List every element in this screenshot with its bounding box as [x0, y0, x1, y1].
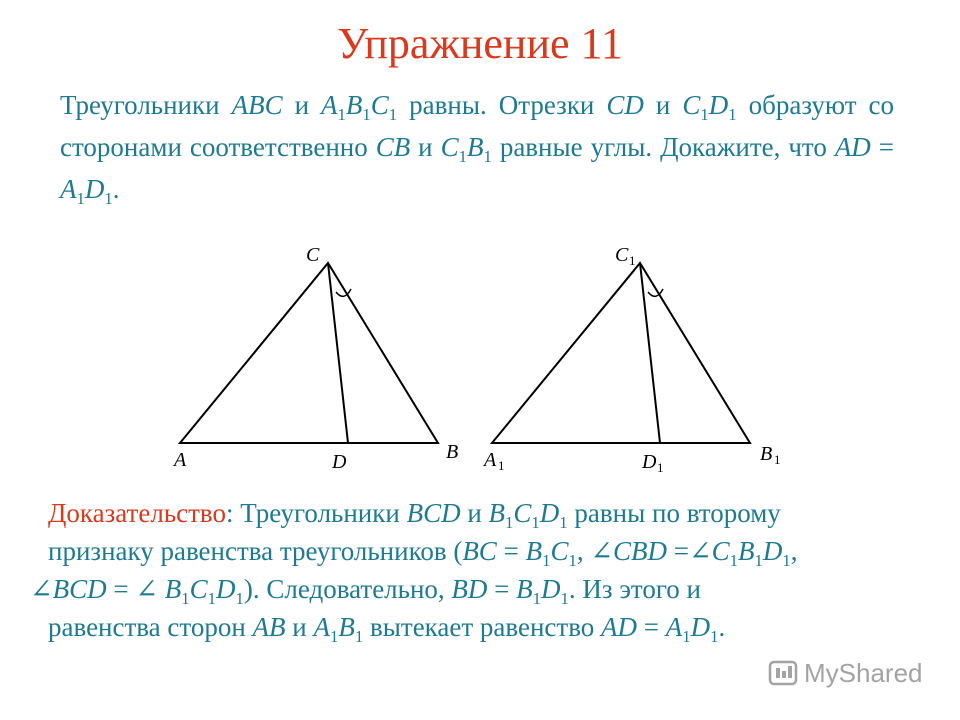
label-d1: D [642, 451, 657, 473]
proof-line-1: Доказательство: Треугольники BCD и $B_1C_1D_1$ равны по второму [48, 498, 781, 532]
label-b1: B [760, 443, 773, 465]
proof-line-3: ∠BCD = ∠ $B_1C_1D_1$). Следовательно, BD = $B_1D_1$. Из этого и [30, 574, 701, 608]
angle-symbol: ∠ [688, 536, 712, 566]
label-a1: A [484, 449, 497, 471]
triangle-abc [180, 263, 438, 443]
label-d: D [332, 451, 347, 473]
triangles-figure [170, 240, 800, 480]
label-b1-sub: 1 [774, 452, 781, 467]
label-d1-sub: 1 [657, 460, 664, 475]
watermark-text: MyShared [804, 657, 923, 688]
angle-symbol: ∠ [590, 536, 613, 566]
problem-statement: Треугольники ABC и $A_1B_1C_1$ равны. Отрезки CD и $C_1D_1$ образуют со сторонами соответственно CB и $C_1B_1$ равные углы. Докажите, что AD = $A_1D_1$. [60, 90, 895, 208]
triangle-a1b1c1-outline [492, 263, 750, 443]
label-b: B [446, 441, 459, 463]
label-c: C [306, 244, 320, 266]
label-a1-sub: 1 [498, 458, 505, 473]
proof-text [30, 494, 950, 646]
myshared-watermark [768, 656, 923, 690]
angle-symbol: ∠ [135, 574, 158, 604]
label-a: A [174, 449, 187, 471]
myshared-logo-icon [768, 658, 798, 688]
angle-symbol: ∠ [30, 574, 53, 604]
proof-label: Доказательство [48, 498, 226, 528]
proof-line-4: равенства сторон AB и $A_1B_1$ вытекает равенство AD = $A_1D_1$. [48, 612, 726, 646]
slide-title: Упражнение 11 [337, 19, 623, 68]
triangle-a1b1c1 [492, 263, 750, 443]
label-c1: C [615, 244, 629, 266]
proof-line-2: признаку равенства треугольников ($BC = B_1C_1$, ∠CBD $=\angle C_1B_1D_1$, [48, 536, 798, 570]
label-c1-sub: 1 [629, 253, 636, 268]
triangle-abc-outline [180, 263, 438, 443]
